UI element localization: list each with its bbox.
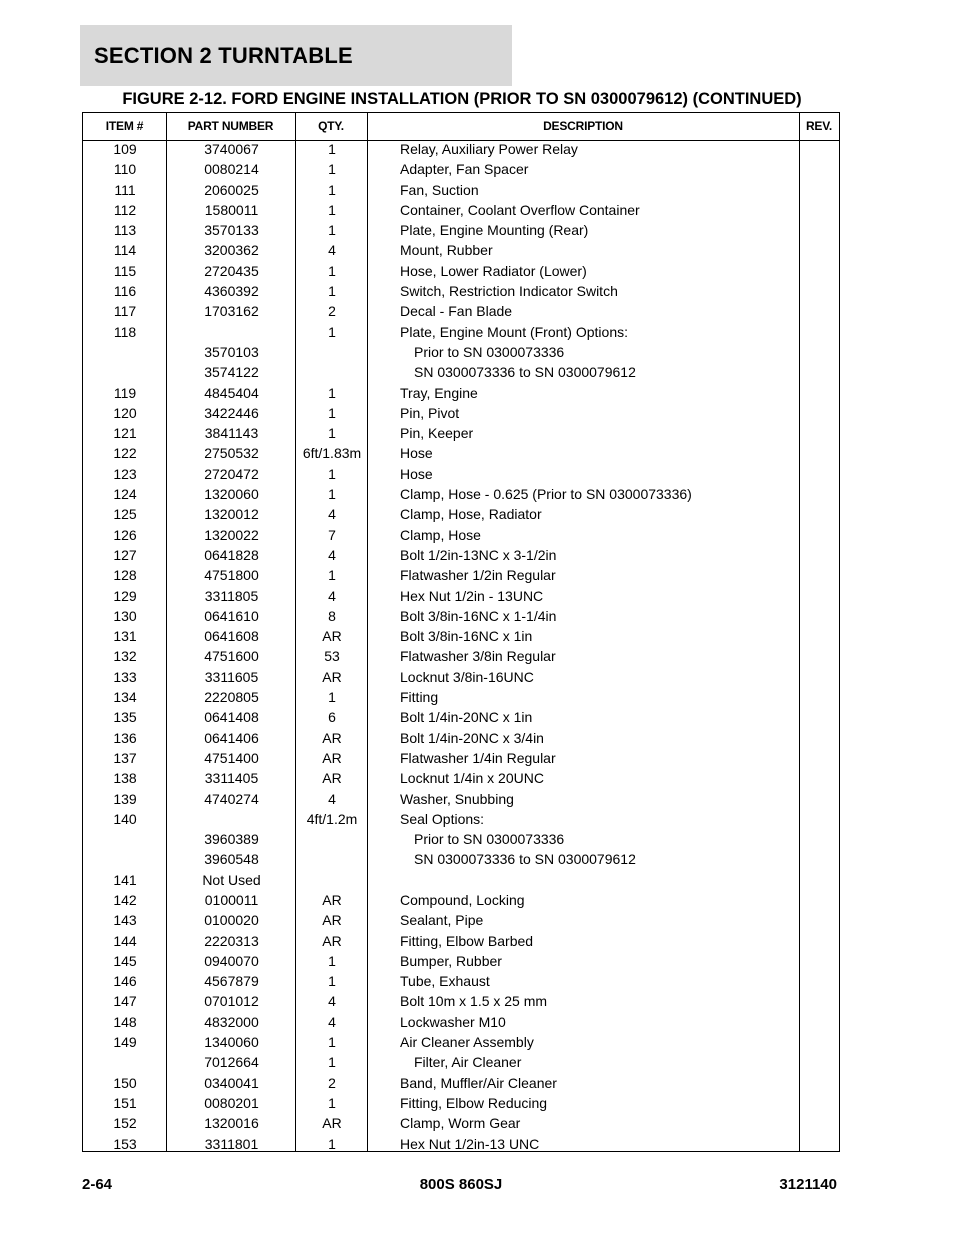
header-rev: REV.: [805, 119, 833, 133]
cell-part-number: 1320060: [204, 486, 259, 503]
cell-part-number: 0701012: [204, 993, 259, 1010]
cell-qty: 1: [328, 181, 336, 198]
cell-description: Pin, Keeper: [400, 425, 474, 442]
cell-part-number: 3574122: [204, 364, 259, 381]
cell-description: Flatwasher 1/4in Regular: [400, 749, 556, 766]
cell-qty: 4: [328, 587, 336, 604]
cell-part-number: 3841143: [204, 425, 259, 442]
cell-qty: 4: [328, 242, 336, 259]
table-row: [83, 709, 839, 729]
cell-qty: 4: [328, 546, 336, 563]
cell-description: Locknut 1/4in x 20UNC: [400, 770, 544, 787]
table-row: [83, 811, 839, 831]
cell-qty: 1: [328, 425, 336, 442]
cell-part-number: 2220805: [204, 689, 259, 706]
cell-description: Tray, Engine: [400, 384, 478, 401]
cell-description: Fitting: [400, 689, 439, 706]
cell-part-number: 3200362: [204, 242, 259, 259]
cell-item: 110: [113, 161, 137, 178]
cell-qty: 1: [328, 222, 336, 239]
cell-qty: 1: [328, 689, 336, 706]
cell-part-number: 0641406: [204, 729, 259, 746]
cell-item: 146: [113, 973, 137, 990]
cell-qty: 1: [328, 141, 336, 157]
cell-item: 136: [113, 729, 137, 746]
table-row: [83, 182, 839, 202]
cell-item: 123: [113, 465, 137, 482]
table-row: [83, 689, 839, 709]
cell-qty: 1: [328, 1094, 336, 1111]
cell-description: Fitting, Elbow Barbed: [400, 932, 534, 949]
cell-item: 127: [113, 546, 137, 563]
cell-qty: 1: [328, 201, 336, 218]
cell-description: Relay, Auxiliary Power Relay: [400, 141, 578, 157]
cell-qty: AR: [322, 1115, 342, 1132]
table-row: [83, 202, 839, 222]
cell-qty: 1: [328, 973, 336, 990]
cell-qty: 1: [328, 486, 336, 503]
cell-item: 133: [113, 668, 137, 685]
cell-item: 135: [113, 709, 137, 726]
cell-item: 113: [113, 222, 137, 239]
cell-description: Decal - Fan Blade: [400, 303, 513, 320]
cell-qty: AR: [322, 749, 342, 766]
cell-qty: AR: [322, 932, 342, 949]
cell-part-number: 4360392: [204, 283, 259, 300]
cell-item: 130: [113, 607, 137, 624]
cell-description: Hex Nut 1/2in - 13UNC: [400, 587, 544, 604]
cell-qty: AR: [322, 770, 342, 787]
cell-qty: 7: [328, 526, 336, 543]
table-row: [83, 730, 839, 750]
cell-item: 150: [113, 1074, 137, 1091]
table-row: [83, 1115, 839, 1135]
cell-description: Clamp, Worm Gear: [400, 1115, 521, 1132]
page-footer: [82, 1176, 840, 1196]
cell-description: Hose, Lower Radiator (Lower): [400, 262, 587, 279]
cell-item: 144: [113, 932, 137, 949]
cell-qty: 1: [328, 404, 336, 421]
cell-part-number: 2220313: [204, 932, 259, 949]
section-banner: [80, 25, 512, 86]
cell-part-number: 0080214: [204, 161, 259, 178]
cell-part-number: 4832000: [204, 1013, 259, 1030]
cell-part-number: 3570133: [204, 222, 259, 239]
cell-qty: AR: [322, 891, 342, 908]
table-row: [83, 872, 839, 892]
table-row: [83, 1136, 839, 1156]
cell-item: 145: [113, 952, 137, 969]
cell-item: 109: [113, 141, 137, 157]
table-row: [83, 283, 839, 303]
figure-title: FIGURE 2-12. FORD ENGINE INSTALLATION (PRIOR TO SN 0300079612) (CONTINUED): [122, 90, 802, 108]
cell-part-number: 3422446: [204, 404, 259, 421]
cell-qty: 1: [328, 161, 336, 178]
table-row: [83, 791, 839, 811]
cell-item: 118: [113, 323, 137, 340]
cell-description: Compound, Locking: [400, 891, 525, 908]
table-row: [83, 303, 839, 323]
cell-qty: 4ft/1.2m: [306, 810, 358, 827]
table-row: [83, 1054, 839, 1074]
table-row: [83, 445, 839, 465]
cell-item: 151: [113, 1094, 137, 1111]
header-item: ITEM #: [105, 119, 144, 133]
cell-description: Fan, Suction: [400, 181, 479, 198]
cell-description: Bolt 3/8in-16NC x 1in: [400, 628, 533, 645]
cell-qty: 1: [328, 1135, 336, 1152]
cell-part-number: 3960548: [204, 851, 259, 868]
cell-qty: 53: [324, 648, 340, 665]
model-number: 800S 860SJ: [419, 1176, 503, 1193]
table-row: [83, 222, 839, 242]
cell-description: Prior to SN 0300073336: [414, 831, 565, 848]
header-part-number: PART NUMBER: [187, 119, 274, 133]
cell-item: 117: [113, 303, 137, 320]
cell-item: 120: [113, 404, 137, 421]
cell-qty: AR: [322, 912, 342, 929]
cell-item: 116: [113, 283, 137, 300]
table-row: [83, 770, 839, 790]
cell-description: Sealant, Pipe: [400, 912, 484, 929]
cell-qty: 8: [328, 607, 336, 624]
cell-description: Bumper, Rubber: [400, 952, 502, 969]
table-row: [83, 405, 839, 425]
cell-qty: 1: [328, 283, 336, 300]
cell-part-number: 2060025: [204, 181, 259, 198]
cell-description: SN 0300073336 to SN 0300079612: [414, 851, 636, 868]
cell-item: 114: [113, 242, 137, 259]
table-row: [83, 993, 839, 1013]
cell-qty: AR: [322, 668, 342, 685]
cell-part-number: Not Used: [202, 871, 261, 888]
cell-description: Clamp, Hose - 0.625 (Prior to SN 0300073336): [400, 486, 692, 503]
cell-description: Air Cleaner Assembly: [400, 1034, 534, 1051]
table-row: [83, 567, 839, 587]
table-row: [83, 263, 839, 283]
cell-item: 152: [113, 1115, 137, 1132]
cell-description: Pin, Pivot: [400, 404, 460, 421]
cell-part-number: 1580011: [204, 201, 259, 218]
cell-item: 119: [113, 384, 137, 401]
table-row: [83, 486, 839, 506]
cell-part-number: 2750532: [204, 445, 259, 462]
table-row: [83, 506, 839, 526]
table-header: [83, 113, 839, 141]
cell-description: Plate, Engine Mount (Front) Options:: [400, 323, 628, 340]
cell-description: Flatwasher 3/8in Regular: [400, 648, 556, 665]
cell-part-number: 3311605: [204, 668, 259, 685]
cell-part-number: 3311805: [204, 587, 259, 604]
cell-item: 112: [113, 201, 137, 218]
cell-description: Flatwasher 1/2in Regular: [400, 567, 556, 584]
cell-qty: 4: [328, 1013, 336, 1030]
table-row: [83, 344, 839, 364]
cell-part-number: 4751600: [204, 648, 259, 665]
cell-description: Switch, Restriction Indicator Switch: [400, 283, 618, 300]
cell-item: 153: [113, 1135, 137, 1152]
table-body: [83, 141, 839, 1156]
cell-qty: 1: [328, 952, 336, 969]
header-qty: QTY.: [318, 119, 344, 133]
table-row: [83, 141, 839, 161]
cell-qty: 4: [328, 506, 336, 523]
table-row: [83, 385, 839, 405]
table-row: [83, 953, 839, 973]
table-row: [83, 547, 839, 567]
cell-description: Fitting, Elbow Reducing: [400, 1094, 548, 1111]
cell-part-number: 2720472: [204, 465, 259, 482]
cell-description: Hose: [400, 445, 433, 462]
cell-item: 148: [113, 1013, 137, 1030]
cell-part-number: 4567879: [204, 973, 259, 990]
cell-item: 143: [113, 912, 137, 929]
table-row: [83, 973, 839, 993]
cell-qty: 2: [328, 1074, 336, 1091]
cell-description: Hose: [400, 465, 433, 482]
table-row: [83, 892, 839, 912]
table-row: [83, 1034, 839, 1054]
cell-qty: 2: [328, 303, 336, 320]
cell-description: Clamp, Hose: [400, 526, 481, 543]
cell-part-number: 0641828: [204, 546, 259, 563]
cell-part-number: 3740067: [204, 141, 259, 157]
cell-part-number: 4845404: [204, 384, 259, 401]
cell-part-number: 0100011: [204, 891, 259, 908]
table-row: [83, 425, 839, 445]
cell-part-number: 3960389: [204, 831, 259, 848]
cell-description: Tube, Exhaust: [400, 973, 490, 990]
table-row: [83, 831, 839, 851]
cell-qty: 6: [328, 709, 336, 726]
table-row: [83, 364, 839, 384]
cell-part-number: 0340041: [204, 1074, 259, 1091]
cell-item: 134: [113, 689, 137, 706]
cell-description: Mount, Rubber: [400, 242, 493, 259]
cell-qty: 6ft/1.83m: [302, 445, 362, 462]
cell-description: Clamp, Hose, Radiator: [400, 506, 542, 523]
cell-qty: 1: [328, 1054, 336, 1071]
table-row: [83, 648, 839, 668]
cell-description: Locknut 3/8in-16UNC: [400, 668, 534, 685]
cell-description: Adapter, Fan Spacer: [400, 161, 529, 178]
cell-part-number: 4740274: [204, 790, 259, 807]
table-row: [83, 912, 839, 932]
cell-item: 121: [113, 425, 137, 442]
cell-item: 131: [113, 628, 137, 645]
cell-qty: 1: [328, 465, 336, 482]
cell-part-number: 1340060: [204, 1034, 259, 1051]
cell-item: 125: [113, 506, 137, 523]
cell-description: Bolt 1/2in-13NC x 3-1/2in: [400, 546, 557, 563]
cell-qty: 1: [328, 567, 336, 584]
cell-item: 132: [113, 648, 137, 665]
header-description: DESCRIPTION: [543, 119, 623, 133]
cell-qty: 1: [328, 1034, 336, 1051]
cell-item: 129: [113, 587, 137, 604]
table-row: [83, 324, 839, 344]
cell-qty: AR: [322, 729, 342, 746]
cell-part-number: 1320012: [204, 506, 259, 523]
cell-part-number: 1703162: [204, 303, 259, 320]
cell-part-number: 0100020: [204, 912, 259, 929]
cell-description: Filter, Air Cleaner: [414, 1054, 522, 1071]
cell-description: Band, Muffler/Air Cleaner: [400, 1074, 557, 1091]
cell-item: 142: [113, 891, 137, 908]
cell-qty: 4: [328, 993, 336, 1010]
cell-part-number: 3570103: [204, 343, 259, 360]
cell-description: Bolt 1/4in-20NC x 3/4in: [400, 729, 544, 746]
cell-item: 115: [113, 262, 137, 279]
cell-description: Hex Nut 1/2in-13 UNC: [400, 1135, 540, 1152]
cell-part-number: 0080201: [204, 1094, 259, 1111]
cell-item: 138: [113, 770, 137, 787]
table-row: [83, 1075, 839, 1095]
parts-table: [82, 112, 840, 1152]
cell-description: Bolt 1/4in-20NC x 1in: [400, 709, 533, 726]
cell-qty: 1: [328, 384, 336, 401]
table-row: [83, 608, 839, 628]
cell-description: Plate, Engine Mounting (Rear): [400, 222, 589, 239]
table-row: [83, 161, 839, 181]
cell-part-number: 3311801: [204, 1135, 259, 1152]
table-row: [83, 466, 839, 486]
cell-part-number: 0940070: [204, 952, 259, 969]
cell-qty: AR: [322, 628, 342, 645]
cell-item: 137: [113, 749, 137, 766]
cell-description: Bolt 10m x 1.5 x 25 mm: [400, 993, 548, 1010]
cell-part-number: 4751800: [204, 567, 259, 584]
cell-item: 147: [113, 993, 137, 1010]
cell-item: 122: [113, 445, 137, 462]
cell-description: Washer, Snubbing: [400, 790, 514, 807]
table-row: [83, 1095, 839, 1115]
cell-item: 141: [113, 871, 137, 888]
cell-part-number: 7012664: [204, 1054, 259, 1071]
table-row: [83, 851, 839, 871]
cell-part-number: 1320022: [204, 526, 259, 543]
cell-part-number: 1320016: [204, 1115, 259, 1132]
table-row: [83, 628, 839, 648]
cell-description: Lockwasher M10: [400, 1013, 506, 1030]
cell-qty: 4: [328, 790, 336, 807]
cell-part-number: 0641408: [204, 709, 259, 726]
cell-item: 139: [113, 790, 137, 807]
table-row: [83, 588, 839, 608]
cell-part-number: 3311405: [204, 770, 259, 787]
cell-item: 128: [113, 567, 137, 584]
cell-description: Prior to SN 0300073336: [414, 343, 565, 360]
cell-item: 140: [113, 810, 137, 827]
cell-description: SN 0300073336 to SN 0300079612: [414, 364, 636, 381]
cell-part-number: 4751400: [204, 749, 259, 766]
cell-part-number: 0641608: [204, 628, 259, 645]
cell-item: 124: [113, 486, 137, 503]
page-number: 2-64: [82, 1176, 113, 1193]
table-row: [83, 242, 839, 262]
table-row: [83, 933, 839, 953]
section-title: SECTION 2 TURNTABLE: [94, 43, 353, 68]
table-row: [83, 750, 839, 770]
cell-part-number: 0641610: [204, 607, 259, 624]
cell-qty: 1: [328, 323, 336, 340]
cell-item: 126: [113, 526, 137, 543]
cell-description: Container, Coolant Overflow Container: [400, 201, 640, 218]
cell-item: 111: [114, 181, 136, 198]
cell-qty: 1: [328, 262, 336, 279]
cell-item: 149: [113, 1034, 137, 1051]
table-row: [83, 527, 839, 547]
cell-part-number: 2720435: [204, 262, 259, 279]
table-row: [83, 1014, 839, 1034]
cell-description: Bolt 3/8in-16NC x 1-1/4in: [400, 607, 557, 624]
document-number: 3121140: [779, 1176, 837, 1193]
cell-description: Seal Options:: [400, 810, 485, 827]
table-row: [83, 669, 839, 689]
